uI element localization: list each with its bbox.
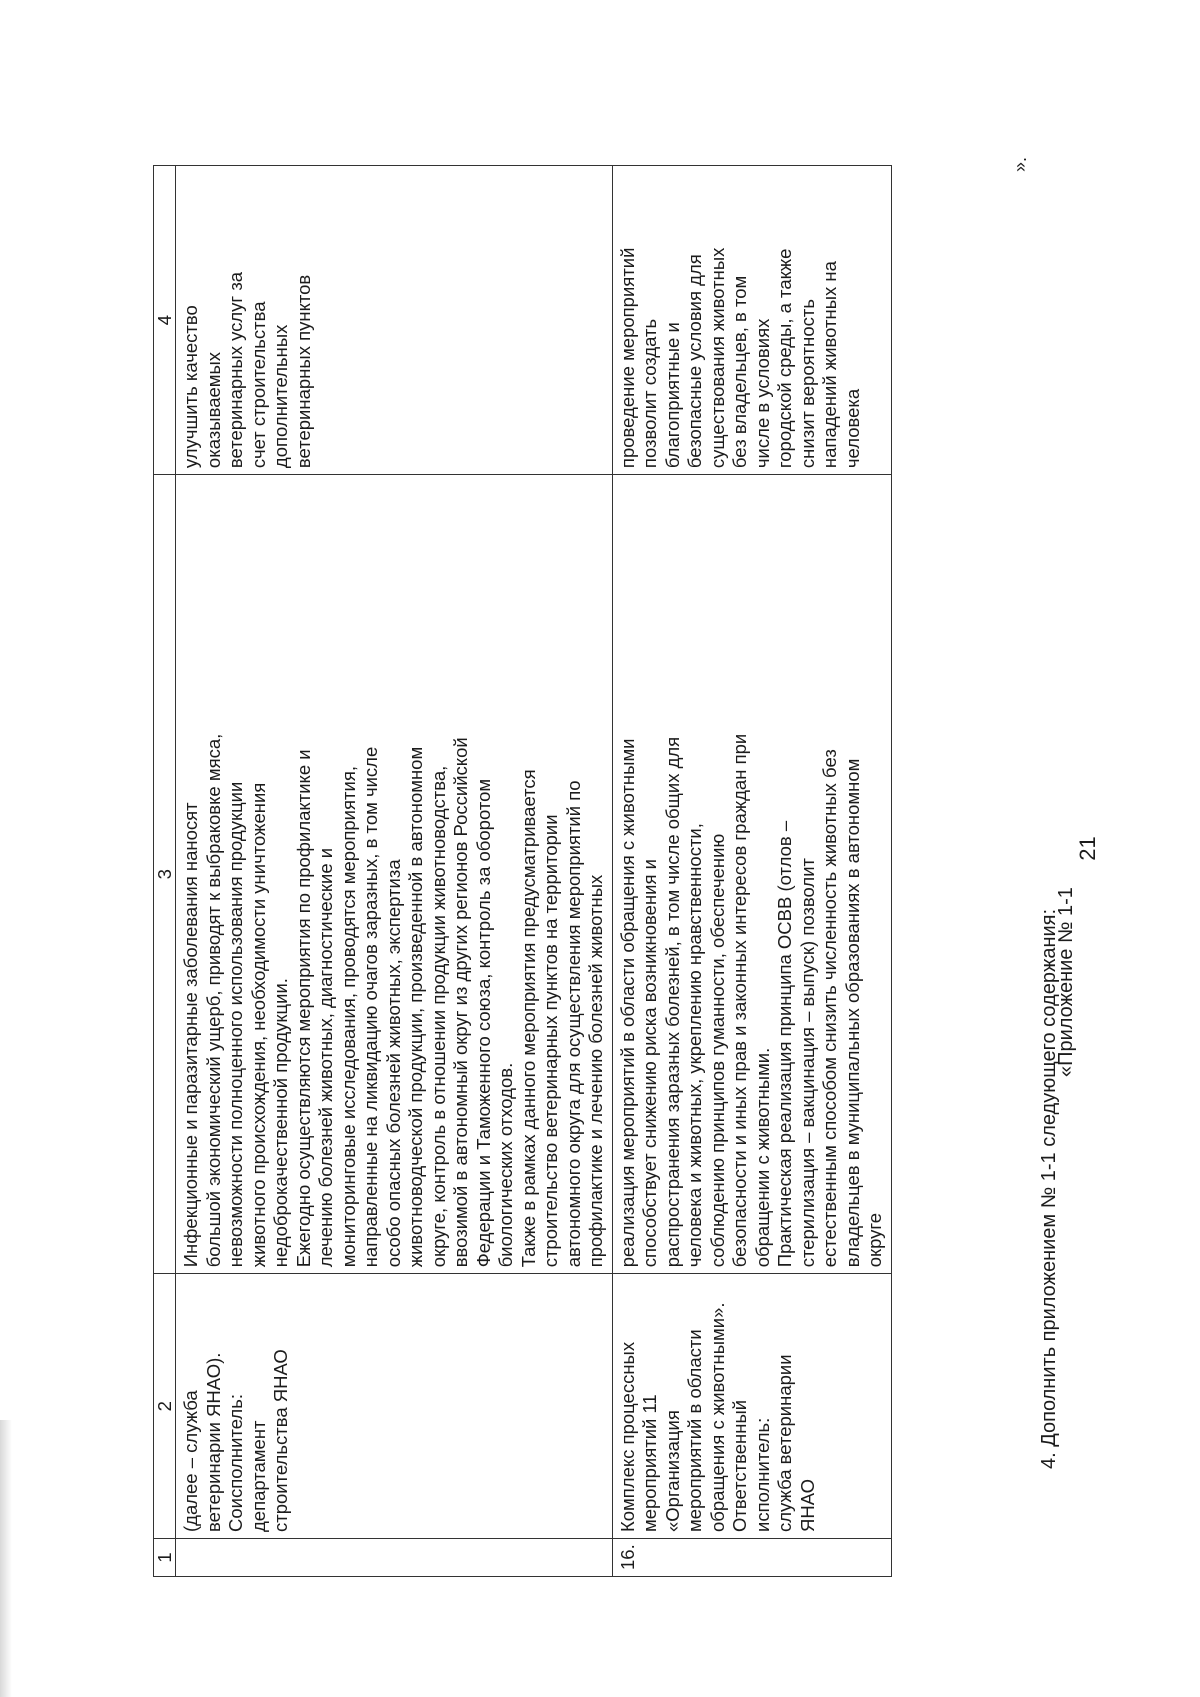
table-header-row	[154, 166, 176, 1577]
appendix-title: «Приложение № 1-1	[1055, 887, 1077, 1077]
expected-result-cell: улучшить качество оказываемых ветеринарных услуг за счет строительства дополнительных ветеринарных пунктов	[176, 166, 613, 475]
expected-result-cell: проведение мероприятий позволит создать благоприятные и безопасные условия для существования животных без владельцев, в том числе в условиях городской среды, а также снизит вероятность нападений животных на человека	[612, 166, 891, 475]
row-number-cell	[176, 1539, 613, 1577]
page-number: 21	[1075, 836, 1100, 861]
closing-quote: ».	[1010, 156, 1030, 172]
column-header-4: 4	[154, 166, 176, 475]
table-row	[612, 166, 891, 1577]
paragraph-4: 4. Дополнить приложением № 1-1 следующего содержания:	[1038, 908, 1060, 1469]
column-header-2: 2	[154, 1274, 176, 1539]
row-number-cell: 16.	[612, 1539, 891, 1577]
description-cell: Инфекционные и паразитарные заболевания наносят большой экономический ущерб, приводят к выбраковке мяса, невозможности полноценного использования продукции животного происхождения, необходимости уничтожения недоброкачественной продукции. Ежегодно осуществляются мероприятия по профилактике и лечению болезней животных, диагностические и мониторинговые исследования, проводятся мероприятия, направленные на ликвидацию очагов заразных, в том числе особо опасных болезней животных, экспертиза животноводческой продукции, произведенной в автономном округе, контроль в отношении продукции животноводства, ввозимой в автономный округ из других регионов Российской Федерации и Таможенного союза, контроль за оборотом биологических отходов. Также в рамках данного мероприятия предусматривается строительство ветеринарных пунктов на территории автономного округа для осуществления мероприятий по профилактике и лечению болезней животных	[176, 475, 613, 1274]
measure-name-cell: Комплекс процессных мероприятий 11 «Организация мероприятий в области обращения с животными». Ответственный исполнитель: служба ветеринарии ЯНАО	[612, 1274, 891, 1539]
column-header-1: 1	[154, 1539, 176, 1577]
description-cell: реализация мероприятий в области обращения с животными способствует снижению риска возникновения и распространения заразных болезней, в том числе общих для человека и животных, укреплению нравственности, соблюдению принципов гуманности, обеспечению безопасности и иных прав и законных интересов граждан при обращении с животными. Практическая реализация принципа ОСВВ (отлов – стерилизация – вакцинация – выпуск) позволит естественным способом снизить численность животных без владельцев в муниципальных образованиях в автономном округе	[612, 475, 891, 1274]
measures-table	[153, 165, 892, 1577]
table-row	[176, 166, 613, 1577]
measure-name-cell: (далее – служба ветеринарии ЯНАО). Соисполнитель: департамент строительства ЯНАО	[176, 1274, 613, 1539]
column-header-3: 3	[154, 475, 176, 1274]
